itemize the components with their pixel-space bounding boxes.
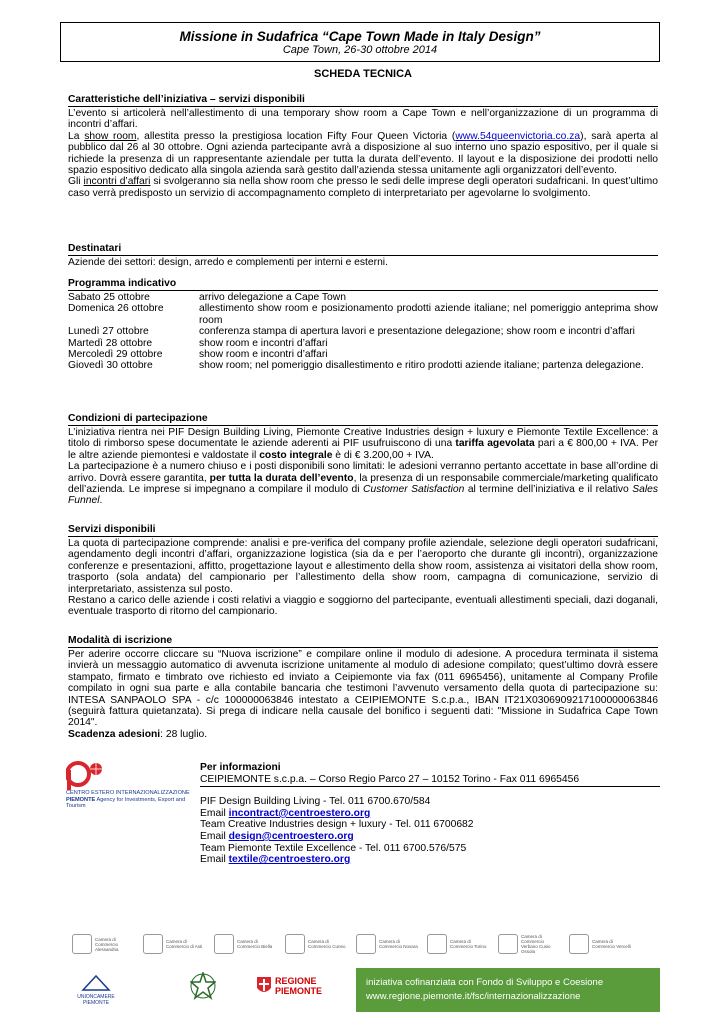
chamber-logo-icon <box>427 934 447 954</box>
programma-day: Mercoledì 29 ottobre <box>68 349 163 361</box>
incontri-term: incontri d’affari <box>83 176 151 188</box>
paragraph: Gli incontri d’affari si svolgeranno sia nella show room che presso le sedi delle imprese degli operatori sudafricani. In quest’ultimo caso verrà predisposto un servizio di accompagnamento completo di interpretariato per agevolarne lo svolgimento. <box>68 176 658 199</box>
footer-band <box>66 968 660 1012</box>
info-heading: Per informazioni <box>200 762 281 773</box>
programma-row <box>68 292 658 303</box>
chamber-logo-icon <box>72 934 92 954</box>
sponsor-logo <box>569 934 632 954</box>
info-section: Per informazioni CEIPIEMONTE s.c.p.a. – Corso Regio Parco 27 – 10152 Torino - Fax 011 6965456 PIF Design Building Living - Tel. 011 6700.670/584 Email incontract@centroestero.org Team Creative Industries design + luxury - Tel. 011 6700682 Email design@centroestero.org Team Piemonte Textile Excellence - Tel. 011 6700.576/575 Email textile@centroestero.org <box>200 762 660 866</box>
regione-shield-icon <box>256 976 272 996</box>
email-link-textile[interactable]: textile@centroestero.org <box>228 854 351 866</box>
paragraph: Aziende dei settori: design, arredo e complementi per interni e esterni. <box>68 257 388 268</box>
sponsor-logo <box>143 934 206 954</box>
pif-contact: PIF Design Building Living - Tel. 011 6700.670/584 <box>200 796 431 808</box>
programma-activity: conferenza stampa di apertura lavori e presentazione delegazione; show room e incontri d’affari <box>199 326 635 338</box>
programma-day: Sabato 25 ottobre <box>68 292 150 303</box>
email-link-design[interactable]: design@centroestero.org <box>228 830 354 842</box>
programma-day: Giovedì 30 ottobre <box>68 360 153 372</box>
programma-row <box>68 303 658 326</box>
scadenza-label: Scadenza adesioni <box>68 728 161 740</box>
section-heading: Programma indicativo <box>68 278 658 291</box>
fsc-url: www.regione.piemonte.it/fsc/internazionalizzazione <box>366 991 581 1002</box>
paragraph: Scadenza adesioni: 28 luglio. <box>68 728 208 740</box>
sponsor-logos <box>72 928 662 960</box>
section-modalita <box>68 635 658 740</box>
section-condizioni <box>68 413 658 507</box>
sponsor-name: Camera di Commercio di Asti <box>166 939 203 949</box>
sponsor-logo <box>72 934 135 954</box>
programma-activity: allestimento show room e posizionamento prodotti aziende italiane; nel pomeriggio anteprima show room <box>199 303 658 326</box>
paragraph: L’evento si articolerà nell’allestimento di una temporary show room a Cape Town e nell’organizzazione di un programma di incontri d’affari. <box>68 108 658 131</box>
sponsor-name: Camera di Commercio Cuneo <box>308 939 346 949</box>
section-heading: Servizi disponibili <box>68 524 658 537</box>
chamber-logo-icon <box>569 934 589 954</box>
section-destinatari <box>68 243 658 268</box>
unioncamere-logo: UNIONCAMERE PIEMONTE <box>66 974 126 1006</box>
paragraph: Restano a carico delle aziende i costi relativi a viaggio e soggiorno del partecipante, eventuali allestimenti speciali, dazi doganali, eventuale trasporto di ritorno del campionario. <box>68 595 658 618</box>
section-caratteristiche <box>68 94 658 199</box>
chamber-logo-icon <box>356 934 376 954</box>
sponsor-name: Camera di Commercio Verbano Cusio Ossola <box>521 934 551 954</box>
programma-row <box>68 326 658 337</box>
section-heading: Caratteristiche dell’iniziativa – servizi disponibili <box>68 94 658 107</box>
chamber-logo-icon <box>285 934 305 954</box>
document-title: Missione in Sudafrica “Cape Town Made in Italy Design” <box>179 29 541 44</box>
show-room-term: show room <box>84 130 137 142</box>
sponsor-name: Camera di Commercio Vercelli <box>592 939 631 949</box>
fsc-text: iniziativa cofinanziata con Fondo di Sviluppo e Coesione <box>366 977 604 988</box>
email-link-incontract[interactable]: incontract@centroestero.org <box>228 807 371 819</box>
document-subtitle: Cape Town, 26-30 ottobre 2014 <box>282 44 438 56</box>
programma-day: Lunedì 27 ottobre <box>68 326 149 338</box>
title-box <box>60 22 660 62</box>
programma-row <box>68 349 658 360</box>
ceipiemonte-logo <box>66 760 194 810</box>
section-servizi <box>68 524 658 618</box>
programma-day: Domenica 26 ottobre <box>68 303 164 315</box>
section-heading: Condizioni di partecipazione <box>68 413 658 426</box>
sponsor-logo <box>285 934 348 954</box>
chamber-logo-icon <box>214 934 234 954</box>
sponsor-logo <box>356 934 419 954</box>
chamber-logo-icon <box>143 934 163 954</box>
programma-activity: arrivo delegazione a Cape Town <box>199 292 346 303</box>
sponsor-name: Camera di Commercio Alessandria <box>95 936 119 952</box>
sponsor-name: Camera di Commercio Biella <box>237 939 273 949</box>
fsc-band <box>356 968 660 1012</box>
sponsor-logo <box>214 934 277 954</box>
section-heading: Modalità di iscrizione <box>68 635 658 648</box>
programma-activity: show room e incontri d’affari <box>199 349 328 361</box>
section-heading: Destinatari <box>68 243 658 256</box>
website-link[interactable]: www.54queenvictoria.co.za <box>455 130 581 142</box>
paragraph: La quota di partecipazione comprende: analisi e pre-verifica del company profile aziendale, selezione degli operatori sudafricani, agendamento degli incontri d’affari, organizzazione logistica (sia da e per l’aeroporto che durante gli incontri), organizzazione conferenze e presentazioni, affitto, progettazione layout e allestimento della show room, assistenza ai visitatori della show room, trasporto (sola andata) del campionario per l’allestimento della show room, campagna di comunicazione, servizio di interpretariato, assistenza sul posto. <box>68 538 658 595</box>
sponsor-name: Camera di Commercio Novara <box>379 939 418 949</box>
sponsor-name: Camera di Commercio Torino <box>450 939 487 949</box>
unioncamere-icon <box>81 974 111 992</box>
paragraph: L’iniziativa rientra nei PIF Design Building Living, Piemonte Creative Industries design + luxury e Piemonte Textile Excellence: a titolo di rimborso spese documentate le aziende aderenti ai PIF usufruiscono di una tariffa agevolata pari a € 800,00 + IVA. Per le altre aziende piemontesi e valdostate il costo integrale è di € 3.200,00 + IVA. <box>68 427 658 461</box>
ceipiemonte-address: CEIPIEMONTE s.c.p.a. – Corso Regio Parco 27 – 10152 Torino - Fax 011 6965456 <box>200 774 660 788</box>
programma-activity: show room e incontri d’affari <box>199 337 328 349</box>
programma-activity: show room; nel pomeriggio disallestimento e ritiro prodotti aziende italiane; partenza delegazione. <box>199 360 644 372</box>
programma-row <box>68 338 658 349</box>
paragraph: La show room, allestita presso la prestigiosa location Fifty Four Queen Victoria (www.54queenvictoria.co.za), sarà aperta al pubblico dal 26 al 30 ottobre. Ogni azienda partecipante avrà a disposizione al suo interno uno spazio espositivo, per il quale si richiede la presenza di un rappresentante aziendale per tutta la durata dell’evento. Il layout e la disposizione dei prodotti nello spazio espositivo dedicato alla singola azienda sarà gestito dall’azienda stessa unitamente agli organizzatori dell’evento. <box>68 130 658 177</box>
paragraph: La partecipazione è a numero chiuso e i posti disponibili sono limitati: le adesioni verranno pertanto accettate in base all’ordine di arrivo. Dovrà essere garantita, per tutta la durata dell’evento, la presenza di un responsabile commerciale/marketing qualificato dell’azienda. Le imprese si impegnano a compilare il modulo di Customer Satisfaction al termine dell’iniziativa e il relativo Sales Funnel. <box>68 461 658 507</box>
logo-text: CENTRO ESTERO INTERNAZIONALIZZAZIONE PIEMONTE Agency for Investments, Export and Tourism <box>66 790 190 809</box>
paragraph: Per aderire occorre cliccare su “Nuova iscrizione” e compilare online il modulo di adesione. A procedura terminata il sistema invierà un messaggio automatico di avvenuta iscrizione unitamente al modulo di adesione compilato; quest’ultimo dovrà essere stampato, firmato e timbrato ove richiesto ed inviato a Ceipiemonte via fax (011 6965456), unitamente al Company Profile compilato in ogni sua parte e alla contabile bancaria che testimoni l’avvenuto versamento della quota di partecipazione su: INTESA SANPAOLO SPA - c/c 100000063846 intestato a CEIPIEMONTE S.c.p.a., IBAN IT21X0306909217100000063846 (seguirà fattura quietanzata). Si prega di indicare nella causale del bonifico i seguenti dati: "Missione in Sudafrica Cape Town 2014". <box>68 649 658 729</box>
team-textile-contact: Team Piemonte Textile Excellence - Tel. 011 6700.576/575 <box>200 842 467 854</box>
regione-piemonte-logo: REGIONE PIEMONTE <box>256 976 335 996</box>
sponsor-logo <box>427 934 490 954</box>
scheda-tecnica-heading: SCHEDA TECNICA <box>314 68 412 80</box>
programma-day: Martedì 28 ottobre <box>68 337 153 349</box>
logo-mark-icon <box>66 760 126 790</box>
sponsor-logo <box>498 934 561 954</box>
chamber-logo-icon <box>498 934 518 954</box>
programma-row <box>68 360 658 371</box>
team-creative-contact: Team Creative Industries design + luxury - Tel. 011 6700682 <box>200 819 474 831</box>
section-programma <box>68 278 658 372</box>
italian-emblem-icon <box>190 972 216 1002</box>
